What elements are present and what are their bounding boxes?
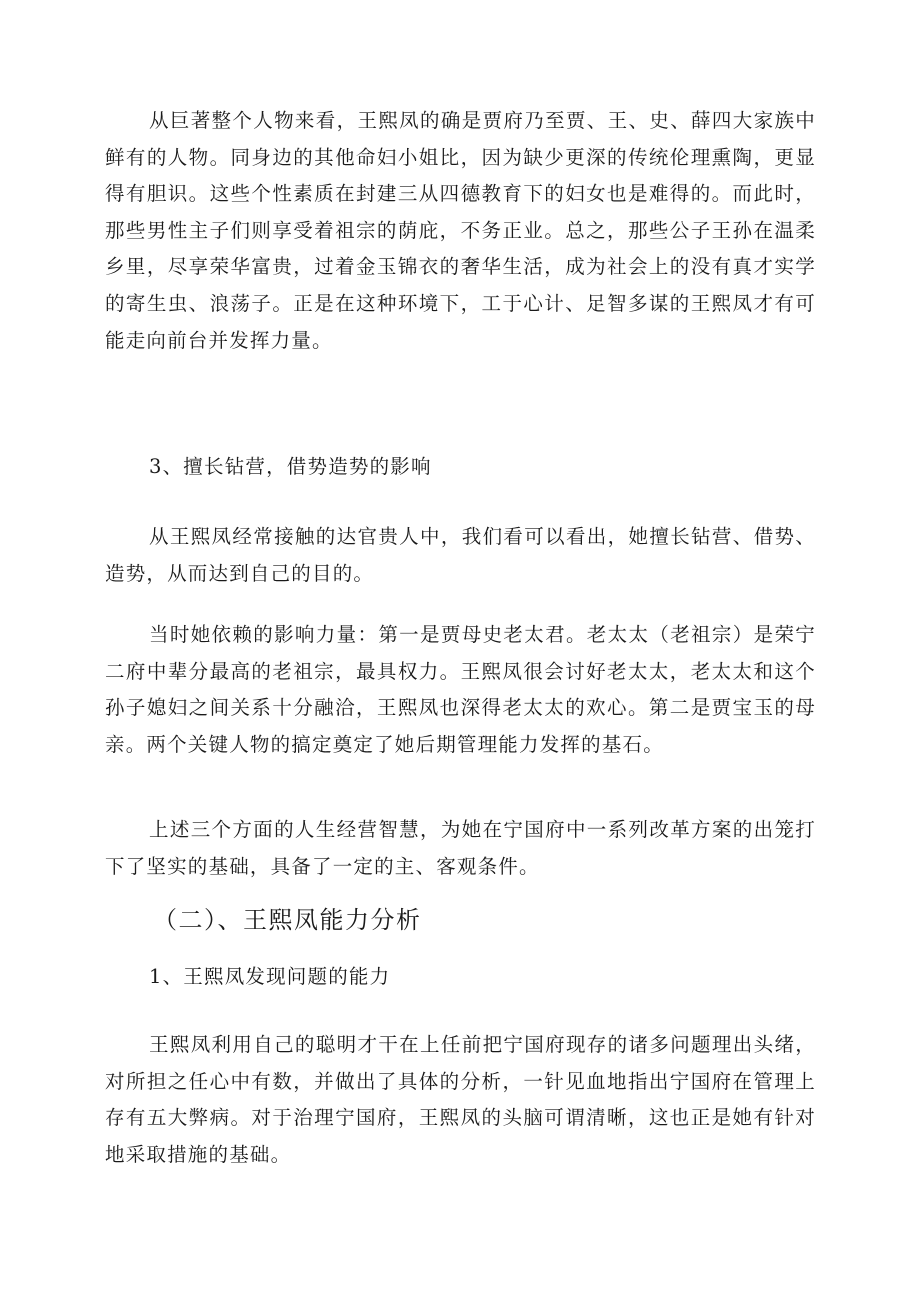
paragraph-official-connections: 从王熙凤经常接触的达官贵人中，我们看可以看出，她擅长钻营、借势、造势，从而达到自己的目的。 (105, 525, 816, 585)
paragraph-influence-forces: 当时她依赖的影响力量：第一是贾母史老太君。老太太（老祖宗）是荣宁二府中辈分最高的老祖宗，最具权力。王熙凤很会讨好老太太，老太太和这个孙子媳妇之间关系十分融洽，王熙凤也深得老太太的欢心。第二是贾宝玉的母亲。两个关键人物的搞定奠定了她后期管理能力发挥的基石。 (105, 623, 816, 756)
subheading-problem-finding: 1、王熙凤发现问题的能力 (149, 965, 391, 988)
paragraph-life-wisdom: 上述三个方面的人生经营智慧，为她在宁国府中一系列改革方案的出笼打下了坚实的基础，具备了一定的主、客观条件。 (105, 818, 816, 878)
subheading-good-at-maneuvering: 3、擅长钻营，借势造势的影响 (149, 455, 432, 478)
paragraph-problem-analysis: 王熙凤利用自己的聪明才干在上任前把宁国府现存的诸多问题理出头绪，对所担之任心中有数，并做出了具体的分析，一针见血地指出宁国府在管理上存有五大弊病。对于治理宁国府，王熙凤的头脑可谓清晰，这也正是她有针对地采取措施的基础。 (105, 1033, 816, 1166)
section-heading-ability-analysis: （二）、王熙凤能力分析 (153, 906, 422, 934)
paragraph-wang-xifeng-character: 从巨著整个人物来看，王熙凤的确是贾府乃至贾、王、史、薛四大家族中鲜有的人物。同身边的其他命妇小姐比，因为缺少更深的传统伦理熏陶，更显得有胆识。这些个性素质在封建三从四德教育下的妇女也是难得的。而此时，那些男性主子们则享受着祖宗的荫庇，不务正业。总之，那些公子王孙在温柔乡里，尽享荣华富贵，过着金玉锦衣的奢华生活，成为社会上的没有真才实学的寄生虫、浪荡子。正是在这种环境下，工于心计、足智多谋的王熙凤才有可能走向前台并发挥力量。 (105, 109, 816, 352)
